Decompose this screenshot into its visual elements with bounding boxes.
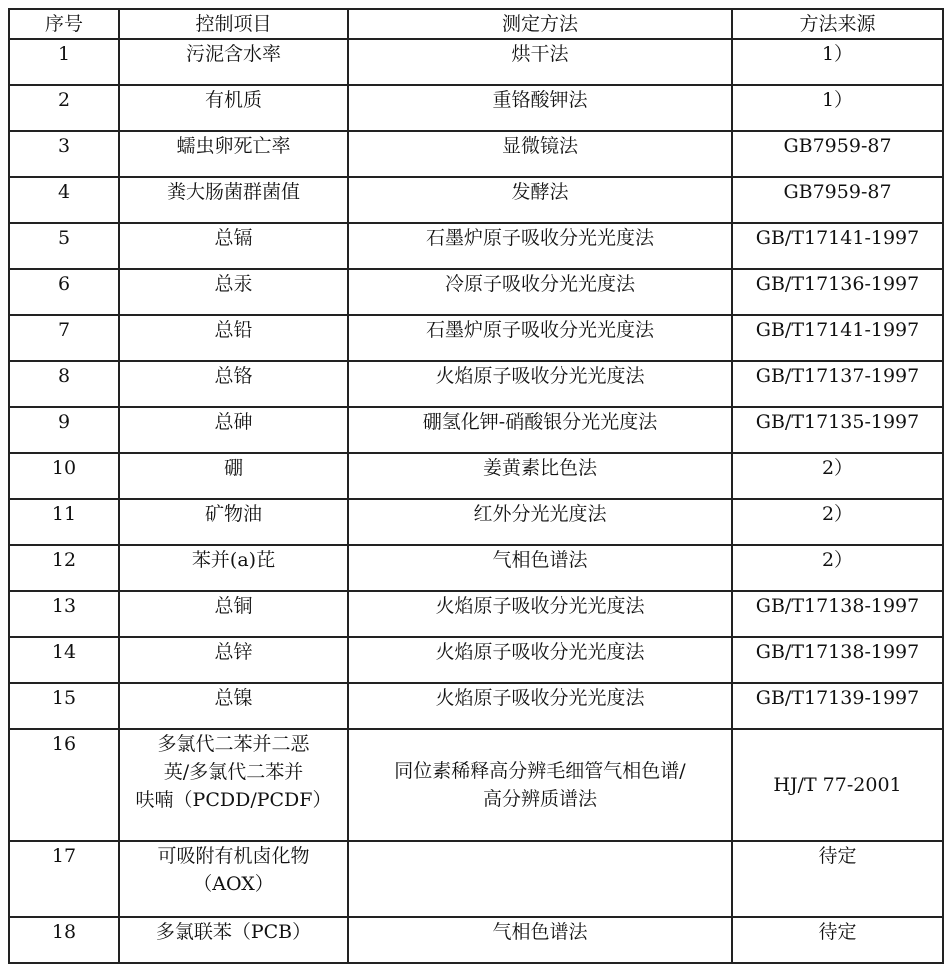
row-index-cell: 10: [9, 453, 119, 499]
sludge-control-items-table: [8, 8, 944, 964]
table-row: [9, 591, 943, 637]
control-item-cell: 总镉: [119, 223, 348, 269]
table-row: [9, 917, 943, 963]
row-index-cell: 12: [9, 545, 119, 591]
method-cell: [348, 841, 732, 917]
control-item-cell: 污泥含水率: [119, 39, 348, 85]
row-index-cell: 4: [9, 177, 119, 223]
control-item-cell: 总铜: [119, 591, 348, 637]
table-row: [9, 729, 943, 841]
method-source-cell: 1）: [732, 39, 943, 85]
row-index-cell: 3: [9, 131, 119, 177]
row-index-cell: 15: [9, 683, 119, 729]
method-cell: 发酵法: [348, 177, 732, 223]
control-item-cell: 有机质: [119, 85, 348, 131]
row-index-cell: 11: [9, 499, 119, 545]
method-source-cell: GB/T17139-1997: [732, 683, 943, 729]
row-index-cell: 5: [9, 223, 119, 269]
row-index-cell: 2: [9, 85, 119, 131]
header-method-source: 方法来源: [732, 9, 943, 39]
row-index-cell: 14: [9, 637, 119, 683]
method-source-cell: GB/T17138-1997: [732, 591, 943, 637]
table-row: [9, 39, 943, 85]
control-item-cell: 总铬: [119, 361, 348, 407]
method-source-cell: GB/T17138-1997: [732, 637, 943, 683]
table-row: [9, 177, 943, 223]
method-source-cell: GB/T17141-1997: [732, 223, 943, 269]
header-control-item: 控制项目: [119, 9, 348, 39]
row-index-cell: 9: [9, 407, 119, 453]
method-source-cell: GB7959-87: [732, 131, 943, 177]
table-row: [9, 407, 943, 453]
method-source-cell: HJ/T 77-2001: [732, 729, 943, 841]
method-cell: 显微镜法: [348, 131, 732, 177]
method-cell: 红外分光光度法: [348, 499, 732, 545]
method-cell: 火焰原子吸收分光光度法: [348, 591, 732, 637]
table-row: [9, 545, 943, 591]
header-index: 序号: [9, 9, 119, 39]
method-source-cell: GB/T17141-1997: [732, 315, 943, 361]
control-item-cell: 硼: [119, 453, 348, 499]
method-cell: 气相色谱法: [348, 545, 732, 591]
row-index-cell: 17: [9, 841, 119, 917]
control-item-cell: 矿物油: [119, 499, 348, 545]
method-source-cell: 1）: [732, 85, 943, 131]
row-index-cell: 8: [9, 361, 119, 407]
control-item-cell: 总镍: [119, 683, 348, 729]
control-item-cell: 多氯代二苯并二恶 英/多氯代二苯并 呋喃（PCDD/PCDF）: [119, 729, 348, 841]
method-source-cell: 2）: [732, 545, 943, 591]
header-method: 测定方法: [348, 9, 732, 39]
table-row: [9, 637, 943, 683]
method-cell: 姜黄素比色法: [348, 453, 732, 499]
method-cell: 石墨炉原子吸收分光光度法: [348, 315, 732, 361]
table-row: [9, 453, 943, 499]
method-cell: 石墨炉原子吸收分光光度法: [348, 223, 732, 269]
method-cell: 同位素稀释高分辨毛细管气相色谱/ 高分辨质谱法: [348, 729, 732, 841]
method-cell: 火焰原子吸收分光光度法: [348, 683, 732, 729]
method-cell: 火焰原子吸收分光光度法: [348, 637, 732, 683]
method-source-cell: GB/T17136-1997: [732, 269, 943, 315]
row-index-cell: 13: [9, 591, 119, 637]
table-row: [9, 223, 943, 269]
header-row: [9, 9, 943, 39]
control-item-cell: 总汞: [119, 269, 348, 315]
method-cell: 烘干法: [348, 39, 732, 85]
table-row: [9, 269, 943, 315]
table-row: [9, 683, 943, 729]
control-item-cell: 苯并(a)芘: [119, 545, 348, 591]
table-row: [9, 499, 943, 545]
method-cell: 冷原子吸收分光光度法: [348, 269, 732, 315]
control-item-cell: 总砷: [119, 407, 348, 453]
method-source-cell: 待定: [732, 841, 943, 917]
row-index-cell: 16: [9, 729, 119, 841]
table-row: [9, 841, 943, 917]
row-index-cell: 18: [9, 917, 119, 963]
method-source-cell: GB7959-87: [732, 177, 943, 223]
method-cell: 重铬酸钾法: [348, 85, 732, 131]
method-cell: 气相色谱法: [348, 917, 732, 963]
row-index-cell: 6: [9, 269, 119, 315]
control-item-cell: 总锌: [119, 637, 348, 683]
row-index-cell: 1: [9, 39, 119, 85]
table-row: [9, 361, 943, 407]
control-item-cell: 蠕虫卵死亡率: [119, 131, 348, 177]
table-row: [9, 315, 943, 361]
control-item-cell: 总铅: [119, 315, 348, 361]
method-source-cell: 待定: [732, 917, 943, 963]
method-cell: 硼氢化钾-硝酸银分光光度法: [348, 407, 732, 453]
method-source-cell: 2）: [732, 453, 943, 499]
method-source-cell: 2）: [732, 499, 943, 545]
table-row: [9, 131, 943, 177]
method-source-cell: GB/T17137-1997: [732, 361, 943, 407]
control-item-cell: 可吸附有机卤化物 （AOX）: [119, 841, 348, 917]
method-source-cell: GB/T17135-1997: [732, 407, 943, 453]
control-item-cell: 多氯联苯（PCB）: [119, 917, 348, 963]
table-row: [9, 85, 943, 131]
control-item-cell: 粪大肠菌群菌值: [119, 177, 348, 223]
row-index-cell: 7: [9, 315, 119, 361]
method-cell: 火焰原子吸收分光光度法: [348, 361, 732, 407]
